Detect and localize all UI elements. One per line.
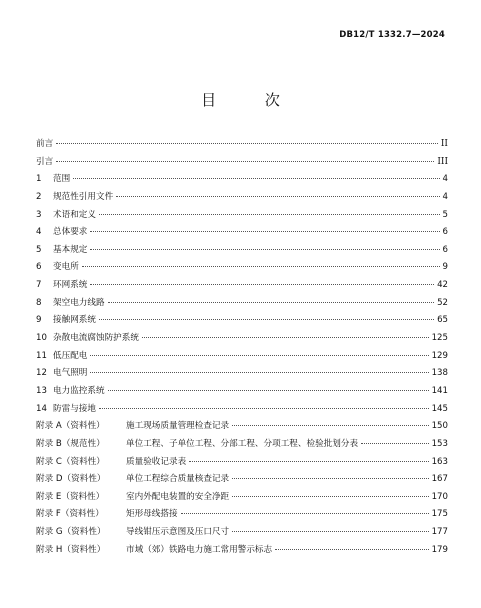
toc-entry[interactable]: [36, 172, 448, 190]
toc-label: 规范性引用文件: [53, 191, 114, 202]
toc-label: 杂散电流腐蚀防护系统: [53, 333, 139, 344]
toc-appendix-label: 附录 E（资料性）: [36, 491, 105, 502]
toc-label: 电力监控系统: [53, 385, 105, 396]
toc-appendix-label: 附录 A（资料性）: [36, 421, 105, 432]
toc-page-number: 125: [431, 333, 448, 344]
toc-entry[interactable]: [36, 366, 448, 384]
standard-code: DB12/T 1332.7—2024: [339, 30, 445, 40]
toc-appendix-label: 附录 D（资料性）: [36, 474, 106, 485]
toc-label: 总体要求: [53, 227, 88, 238]
toc-label: 矩形母线搭接: [126, 509, 178, 520]
toc-label: 范围: [53, 174, 71, 185]
toc-label: 质量验收记录表: [126, 456, 187, 467]
toc-page-number: 6: [442, 244, 448, 255]
toc-leader-dots: [82, 265, 440, 267]
toc-leader-dots: [73, 177, 439, 179]
toc-number: 11: [36, 350, 47, 361]
toc-label: 变电所: [53, 262, 79, 273]
toc-page-number: 138: [431, 368, 448, 379]
toc-page-number: 52: [437, 297, 448, 308]
toc-leader-dots: [56, 142, 438, 144]
toc-leader-dots: [56, 160, 434, 162]
toc-number: 2: [36, 191, 42, 202]
toc-entry[interactable]: [36, 278, 448, 296]
toc-number: 3: [36, 209, 42, 220]
toc-leader-dots: [275, 548, 428, 550]
toc-leader-dots: [99, 213, 440, 215]
toc-label: 电气照明: [53, 368, 88, 379]
toc-label: 前言: [36, 139, 54, 149]
toc-entry[interactable]: [36, 543, 448, 561]
toc-leader-dots: [90, 230, 439, 232]
toc-leader-dots: [90, 371, 428, 373]
toc-leader-dots: [142, 336, 429, 338]
toc-page-number: 175: [431, 509, 448, 520]
toc-entry[interactable]: [36, 225, 448, 243]
page-title: 目 次: [201, 91, 302, 109]
toc-appendix-label: 附录 F（资料性）: [36, 509, 104, 520]
toc-label: 市域（郊）铁路电力施工常用警示标志: [126, 544, 273, 555]
toc-label: 架空电力线路: [53, 297, 105, 308]
toc-leader-dots: [108, 389, 429, 391]
table-of-contents: [36, 137, 448, 560]
toc-leader-dots: [232, 530, 428, 532]
toc-number: 4: [36, 227, 42, 238]
toc-appendix-label: 附录 G（资料性）: [36, 527, 106, 538]
toc-leader-dots: [232, 477, 428, 479]
toc-label: 环网系统: [53, 280, 88, 291]
toc-number: 1: [36, 174, 42, 185]
toc-page-number: III: [437, 156, 448, 167]
toc-page-number: 179: [431, 544, 448, 555]
toc-entry[interactable]: [36, 525, 448, 543]
toc-entry[interactable]: [36, 331, 448, 349]
toc-page-number: 141: [431, 385, 448, 396]
toc-number: 7: [36, 280, 42, 291]
toc-leader-dots: [181, 512, 429, 514]
toc-label: 导线钳压示意图及压口尺寸: [126, 527, 230, 538]
toc-number: 12: [36, 368, 47, 379]
toc-entry[interactable]: [36, 313, 448, 331]
toc-label: 术语和定义: [53, 209, 96, 220]
toc-page-number: 9: [442, 262, 448, 273]
toc-label: 基本规定: [53, 244, 88, 255]
toc-label: 单位工程综合质量核查记录: [126, 474, 230, 485]
toc-leader-dots: [232, 495, 428, 497]
toc-label: 低压配电: [53, 350, 88, 361]
toc-entry[interactable]: [36, 507, 448, 525]
toc-page-number: 145: [431, 403, 448, 414]
toc-number: 10: [36, 333, 47, 344]
toc-entry[interactable]: [36, 296, 448, 314]
toc-page-number: 163: [431, 456, 448, 467]
toc-appendix-label: 附录 H（资料性）: [36, 544, 106, 555]
toc-entry[interactable]: [36, 243, 448, 261]
toc-page-number: 177: [431, 527, 448, 538]
toc-appendix-label: 附录 B（规范性）: [36, 438, 105, 449]
toc-entry[interactable]: [36, 155, 448, 173]
toc-leader-dots: [90, 248, 439, 250]
toc-leader-dots: [90, 283, 434, 285]
toc-appendix-label: 附录 C（资料性）: [36, 456, 105, 467]
toc-leader-dots: [232, 424, 428, 426]
toc-entry[interactable]: [36, 419, 448, 437]
toc-page-number: 129: [431, 350, 448, 361]
toc-entry[interactable]: [36, 349, 448, 367]
toc-page-number: II: [440, 139, 448, 149]
toc-leader-dots: [99, 318, 434, 320]
toc-leader-dots: [361, 442, 429, 444]
toc-label: 施工现场质量管理检查记录: [126, 421, 230, 432]
toc-number: 13: [36, 385, 47, 396]
toc-entry[interactable]: [36, 137, 448, 155]
toc-page-number: 4: [442, 191, 448, 202]
toc-page-number: 170: [431, 491, 448, 502]
toc-label: 室内外配电装置的安全净距: [126, 491, 230, 502]
toc-label: 引言: [36, 156, 54, 167]
toc-page-number: 6: [442, 227, 448, 238]
toc-entry[interactable]: [36, 208, 448, 226]
toc-entry[interactable]: [36, 260, 448, 278]
toc-label: 单位工程、子单位工程、分部工程、分项工程、检验批划分表: [126, 438, 359, 449]
toc-entry[interactable]: [36, 402, 448, 420]
toc-leader-dots: [90, 354, 428, 356]
toc-number: 5: [36, 244, 42, 255]
toc-label: 防雷与接地: [53, 403, 96, 414]
toc-label: 接触网系统: [53, 315, 96, 326]
toc-number: 9: [36, 315, 42, 326]
toc-page-number: 153: [431, 438, 448, 449]
toc-entry[interactable]: [36, 190, 448, 208]
toc-page-number: 150: [431, 421, 448, 432]
toc-entry[interactable]: [36, 384, 448, 402]
toc-number: 6: [36, 262, 42, 273]
toc-entry[interactable]: [36, 455, 448, 473]
toc-page-number: 4: [442, 174, 448, 185]
toc-page-number: 42: [437, 280, 448, 291]
toc-number: 8: [36, 297, 42, 308]
toc-entry[interactable]: [36, 437, 448, 455]
toc-leader-dots: [116, 195, 439, 197]
toc-page-number: 5: [442, 209, 448, 220]
toc-leader-dots: [108, 301, 434, 303]
toc-number: 14: [36, 403, 47, 414]
toc-page-number: 167: [431, 474, 448, 485]
toc-leader-dots: [189, 460, 428, 462]
toc-page-number: 65: [437, 315, 448, 326]
toc-entry[interactable]: [36, 490, 448, 508]
toc-entry[interactable]: [36, 472, 448, 490]
toc-leader-dots: [99, 407, 429, 409]
